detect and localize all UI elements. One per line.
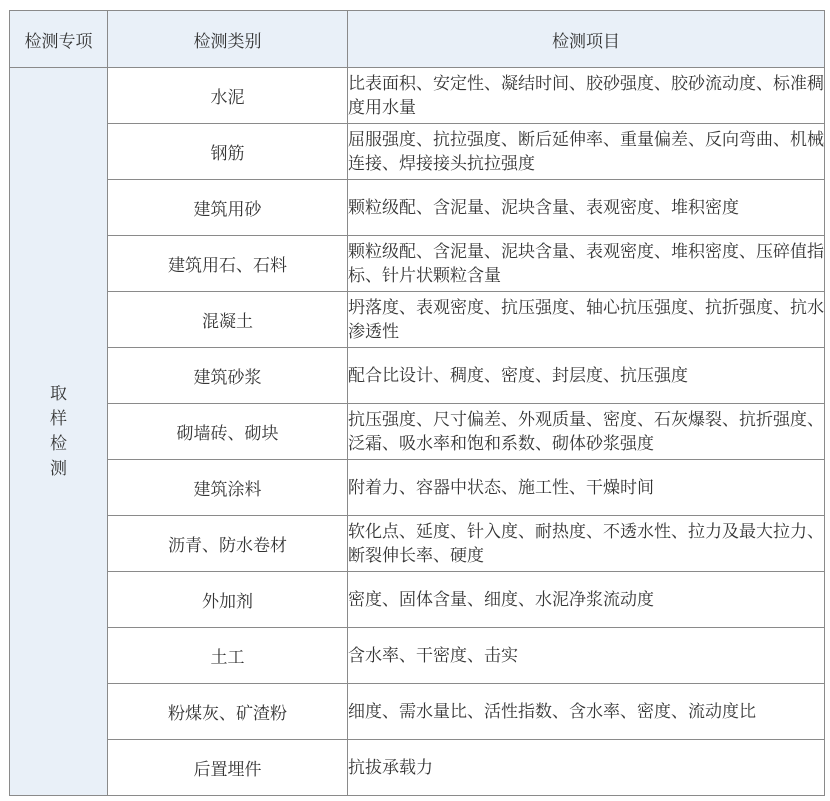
category-cell: 外加剂 <box>108 572 348 628</box>
items-cell: 抗拔承载力 <box>348 740 825 796</box>
category-cell: 建筑用石、石料 <box>108 236 348 292</box>
category-cell: 后置埋件 <box>108 740 348 796</box>
table-row <box>10 404 825 460</box>
items-cell: 配合比设计、稠度、密度、封层度、抗压强度 <box>348 348 825 404</box>
items-cell: 比表面积、安定性、凝结时间、胶砂强度、胶砂流动度、标准稠度用水量 <box>348 68 825 124</box>
category-cell: 沥青、防水卷材 <box>108 516 348 572</box>
items-cell: 颗粒级配、含泥量、泥块含量、表观密度、堆积密度 <box>348 180 825 236</box>
table-row <box>10 572 825 628</box>
testing-table <box>9 10 825 796</box>
items-cell: 颗粒级配、含泥量、泥块含量、表观密度、堆积密度、压碎值指标、针片状颗粒含量 <box>348 236 825 292</box>
table-row <box>10 292 825 348</box>
header-category: 检测类别 <box>108 11 348 68</box>
items-cell: 附着力、容器中状态、施工性、干燥时间 <box>348 460 825 516</box>
items-cell: 含水率、干密度、击实 <box>348 628 825 684</box>
category-cell: 砌墙砖、砌块 <box>108 404 348 460</box>
special-label: 取样检测 <box>49 383 67 479</box>
table-row <box>10 516 825 572</box>
category-cell: 混凝土 <box>108 292 348 348</box>
table-row <box>10 684 825 740</box>
items-cell: 坍落度、表观密度、抗压强度、轴心抗压强度、抗折强度、抗水渗透性 <box>348 292 825 348</box>
table-row <box>10 740 825 796</box>
table-row <box>10 236 825 292</box>
header-special: 检测专项 <box>10 11 108 68</box>
header-items: 检测项目 <box>348 11 825 68</box>
items-cell: 抗压强度、尺寸偏差、外观质量、密度、石灰爆裂、抗折强度、泛霜、吸水率和饱和系数、砌体砂浆强度 <box>348 404 825 460</box>
table-row <box>10 628 825 684</box>
header-row <box>10 11 825 68</box>
category-cell: 粉煤灰、矿渣粉 <box>108 684 348 740</box>
table-row <box>10 68 825 124</box>
category-cell: 建筑用砂 <box>108 180 348 236</box>
items-cell: 密度、固体含量、细度、水泥净浆流动度 <box>348 572 825 628</box>
table-row <box>10 348 825 404</box>
table-row <box>10 460 825 516</box>
table-row <box>10 180 825 236</box>
category-cell: 水泥 <box>108 68 348 124</box>
items-cell: 软化点、延度、针入度、耐热度、不透水性、拉力及最大拉力、断裂伸长率、硬度 <box>348 516 825 572</box>
items-cell: 细度、需水量比、活性指数、含水率、密度、流动度比 <box>348 684 825 740</box>
table-row <box>10 124 825 180</box>
category-cell: 土工 <box>108 628 348 684</box>
category-cell: 建筑涂料 <box>108 460 348 516</box>
special-cell <box>10 68 108 796</box>
category-cell: 钢筋 <box>108 124 348 180</box>
category-cell: 建筑砂浆 <box>108 348 348 404</box>
items-cell: 屈服强度、抗拉强度、断后延伸率、重量偏差、反向弯曲、机械连接、焊接接头抗拉强度 <box>348 124 825 180</box>
